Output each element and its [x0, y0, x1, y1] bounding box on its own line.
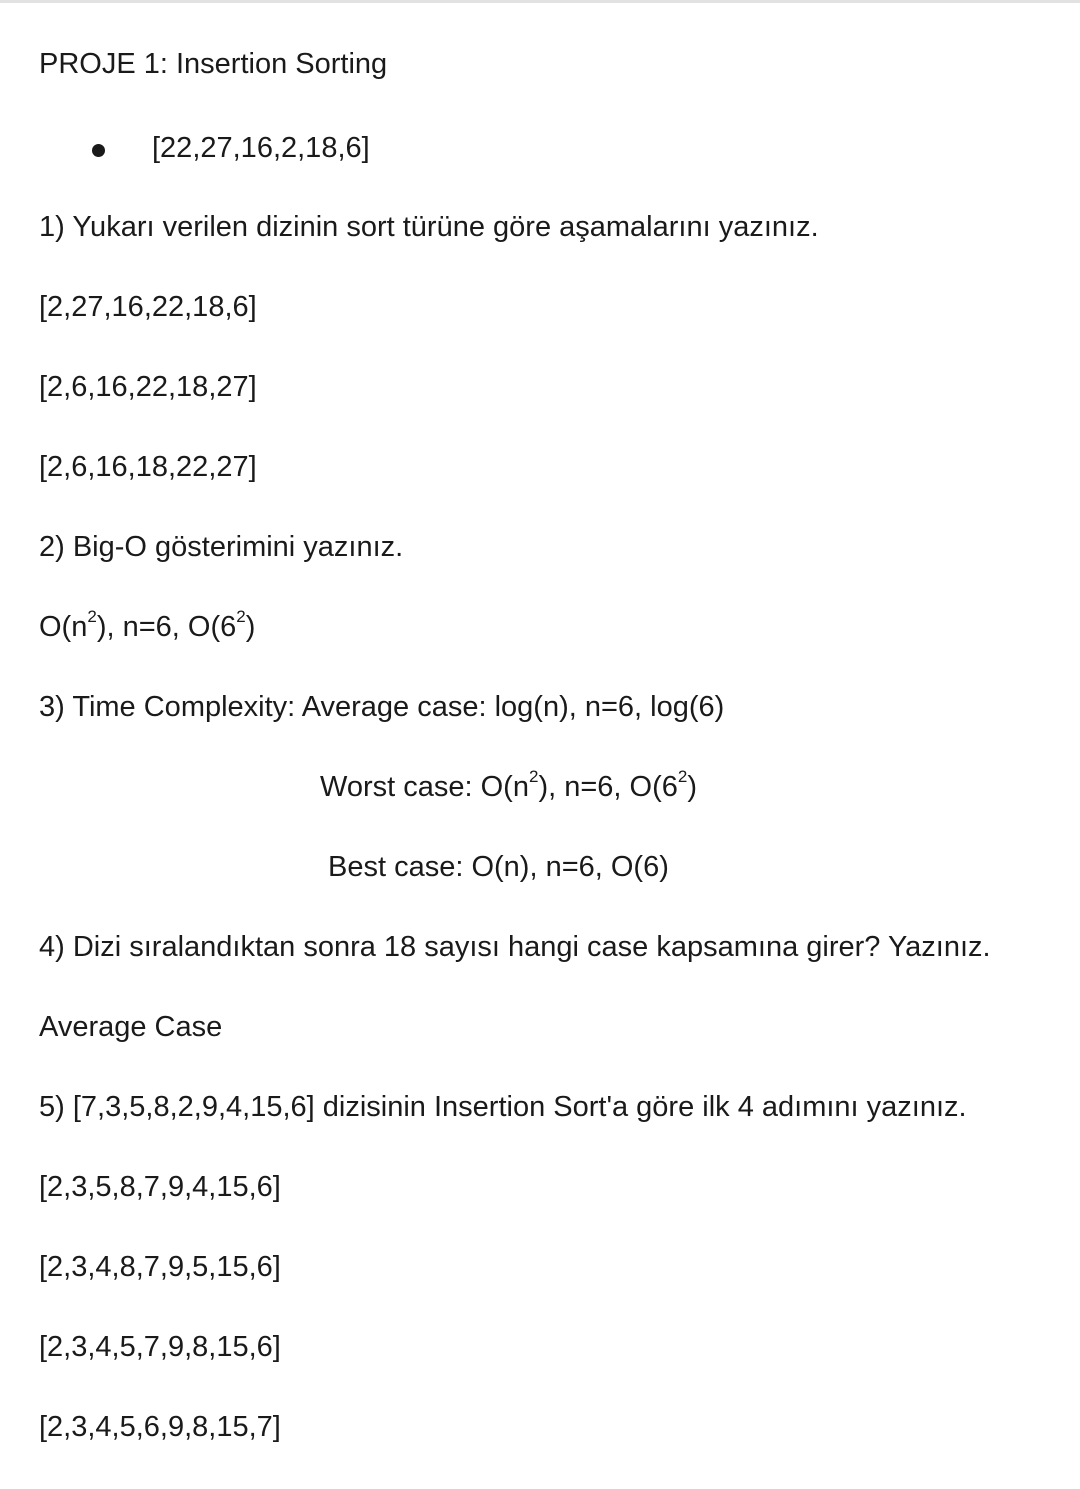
question-2: 2) Big-O gösterimini yazınız.	[39, 531, 404, 563]
bullet-icon	[92, 144, 105, 157]
q2-answer: $O(n^2)$, n=6, $O(6^2)$	[39, 607, 256, 643]
q5-step-1: [2,3,5,8,7,9,4,15,6]	[39, 1171, 281, 1203]
q1-step-1: [2,27,16,22,18,6]	[39, 291, 257, 323]
q3-average-case: Average case: log(n), n=6, log(6)	[301, 691, 725, 723]
question-4: 4) Dizi sıralandıktan sonra 18 sayısı hangi case kapsamına girer? Yazınız.	[39, 931, 991, 963]
q5-step-3: [2,3,4,5,7,9,8,15,6]	[39, 1331, 281, 1363]
q4-answer: Average Case	[39, 1011, 223, 1043]
q3-best-case: Best case: O(n), n=6, O(6)	[328, 851, 669, 883]
question-3	[39, 689, 724, 725]
q1-step-2: [2,6,16,22,18,27]	[39, 371, 257, 403]
top-border	[0, 0, 1080, 3]
question-1: 1) Yukarı verilen dizinin sort türüne göre aşamalarını yazınız.	[39, 211, 819, 243]
question-5: 5) [7,3,5,8,2,9,4,15,6] dizisinin Insertion Sort'a göre ilk 4 adımını yazınız.	[39, 1091, 967, 1123]
initial-array: [22,27,16,2,18,6]	[152, 132, 370, 164]
q3-worst-case: Worst case: $O(n^2)$, n=6, $O(6^2)$	[320, 767, 697, 803]
q5-step-4: [2,3,4,5,6,9,8,15,7]	[39, 1411, 281, 1443]
q1-step-3: [2,6,16,18,22,27]	[39, 451, 257, 483]
page-title: PROJE 1: Insertion Sorting	[39, 48, 388, 80]
q3-label: 3) Time Complexity:	[39, 691, 302, 723]
q5-step-2: [2,3,4,8,7,9,5,15,6]	[39, 1251, 281, 1283]
